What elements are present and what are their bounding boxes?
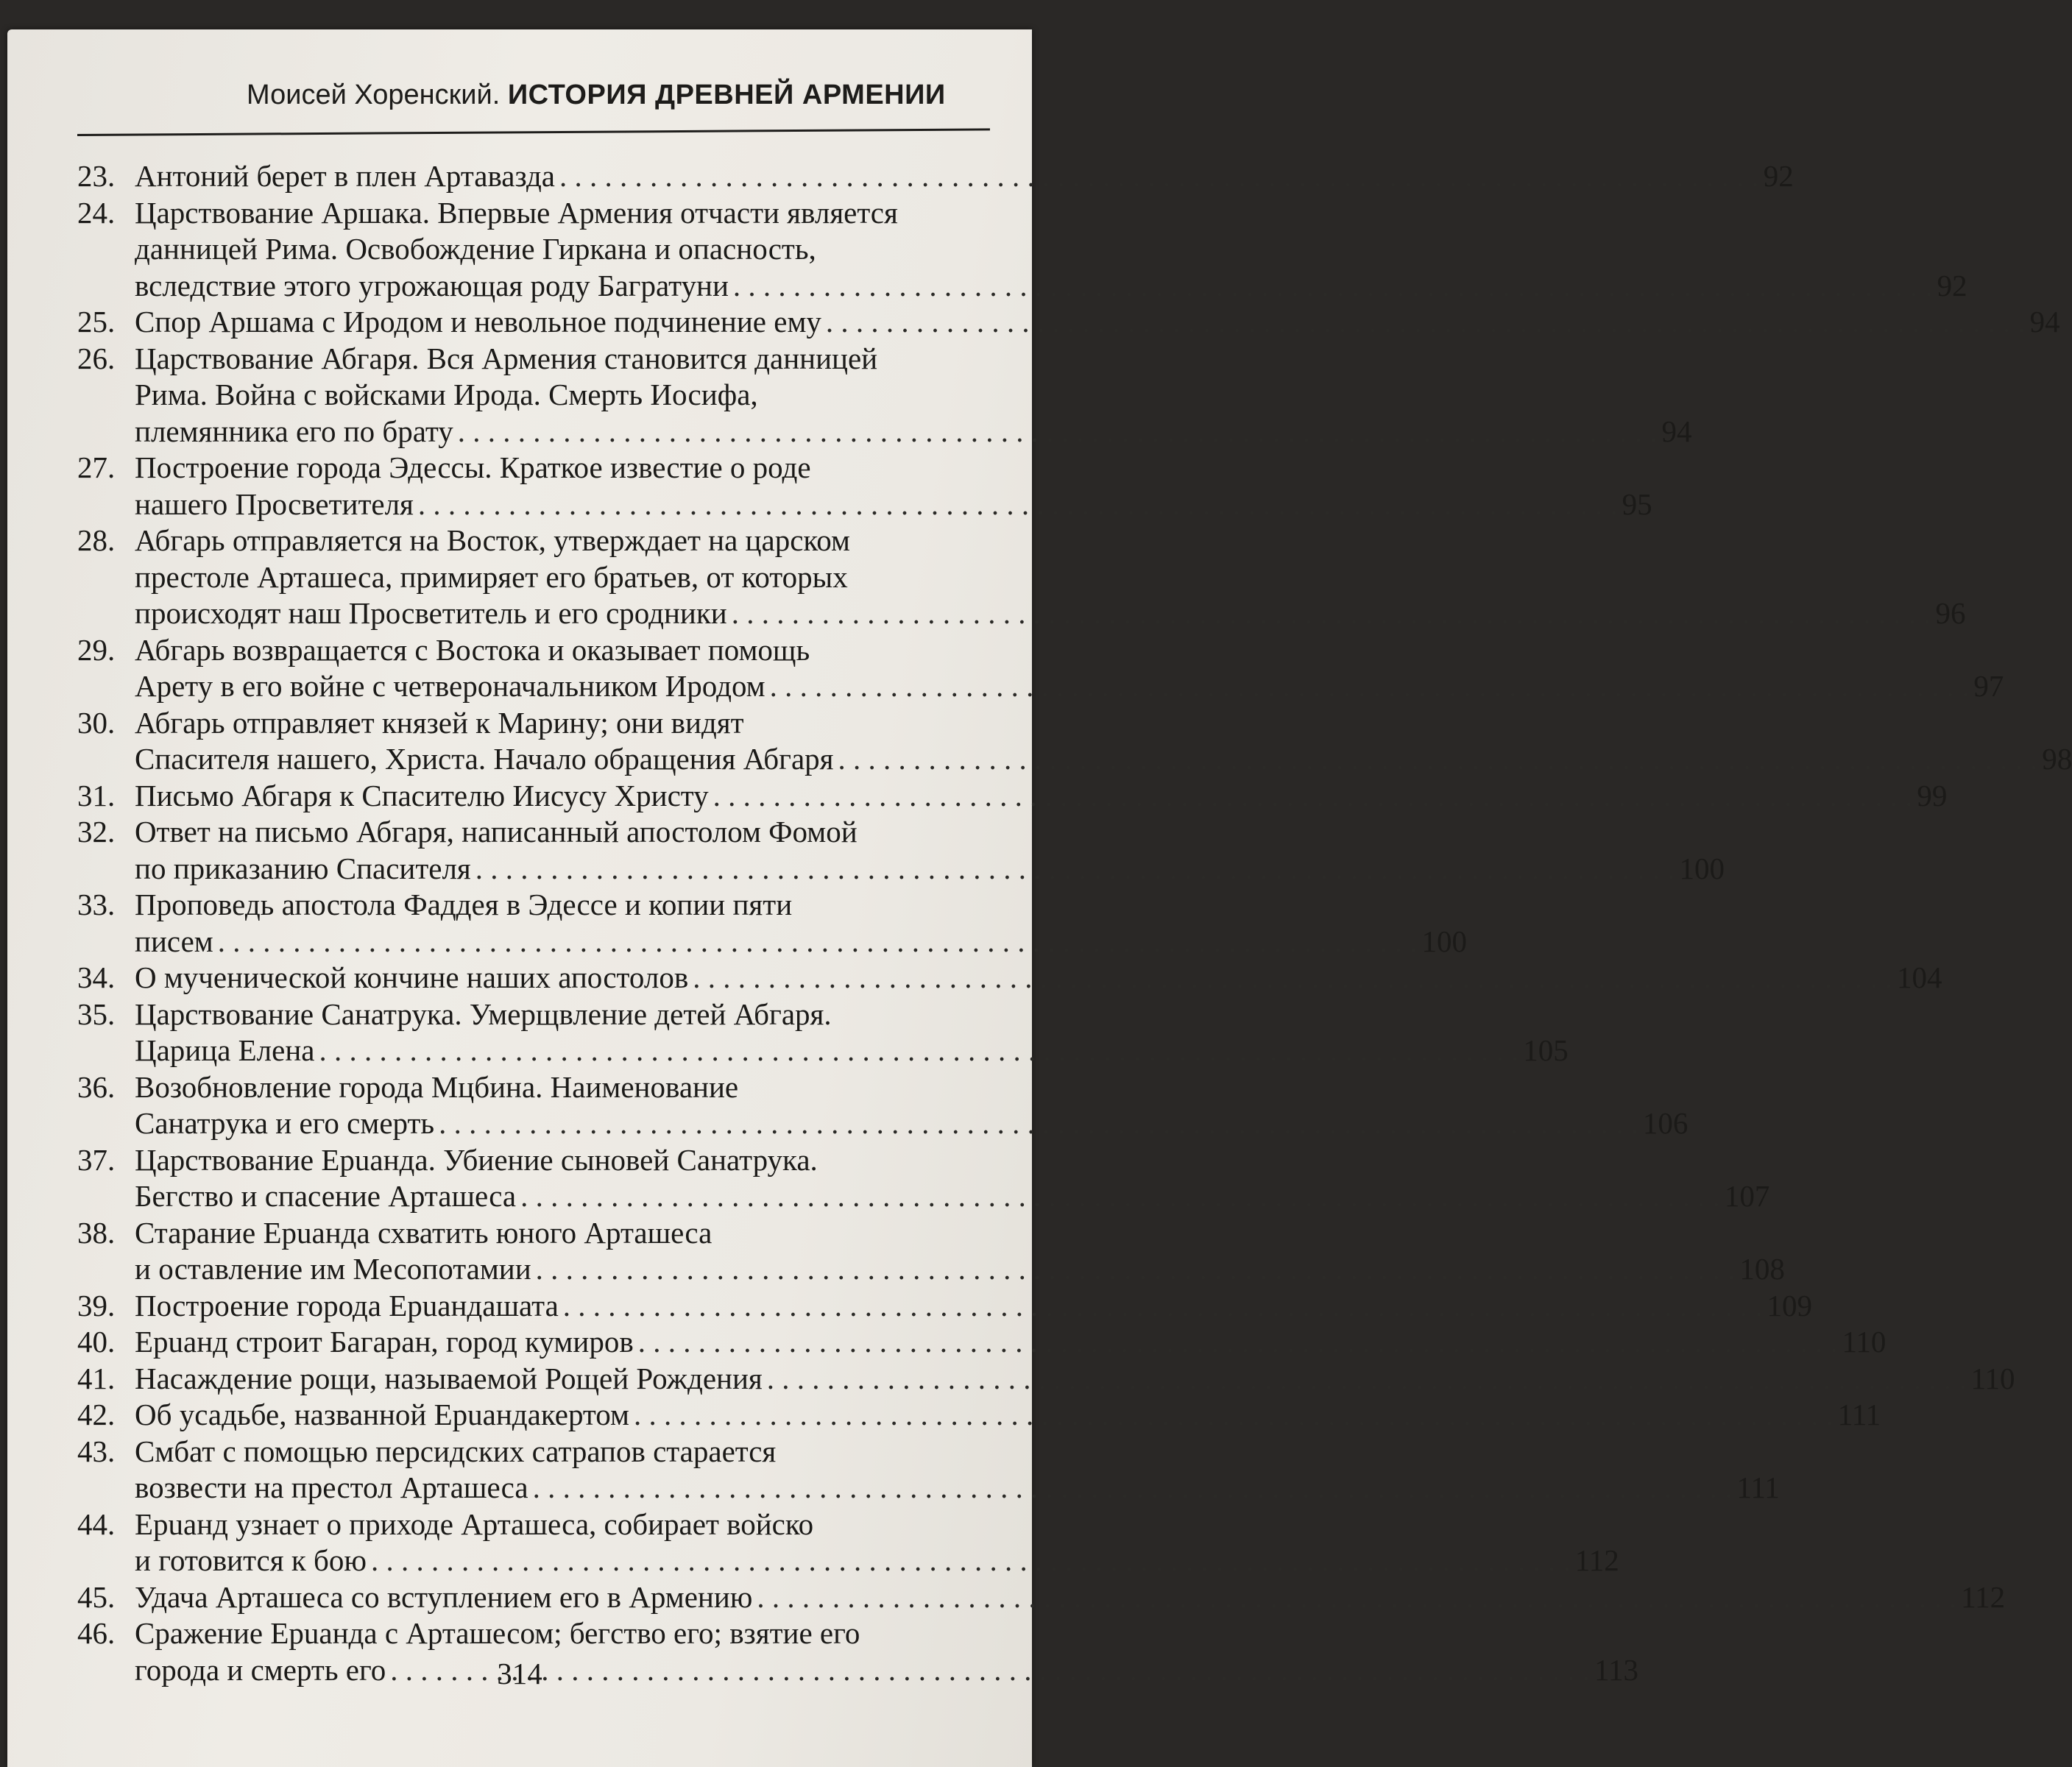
toc-entry-page: 104 (1896, 960, 1942, 994)
toc-line-text: и готовится к бою (135, 1543, 367, 1577)
toc-entry (77, 450, 1652, 523)
dot-leader (559, 158, 1759, 195)
toc-line-text: Построение города Ерuандашата (135, 1288, 559, 1322)
toc-entry-line (135, 1215, 1785, 1252)
toc-entry-number: 31. (77, 778, 116, 812)
dot-leader (563, 1288, 1763, 1325)
toc-entry-line (135, 304, 2060, 341)
toc-entry (77, 814, 1725, 887)
toc-entry-text (135, 1142, 1769, 1215)
toc-entry-page: 106 (1642, 1106, 1689, 1140)
dot-leader (371, 1543, 1571, 1579)
toc-entry-line (135, 559, 1965, 596)
toc-entry-line (135, 924, 1467, 960)
running-head-title: ИСТОРИЯ ДРЕВНЕЙ АРМЕНИИ (507, 79, 946, 110)
toc-entry-text (135, 195, 1967, 305)
dot-leader (826, 304, 2026, 341)
toc-line-text: Царствование Абгаря. Вся Армения становится данницей (135, 341, 878, 375)
toc-entry-number: 42. (77, 1398, 116, 1431)
toc-line-text: по приказанию Спасителя (135, 851, 471, 885)
toc-line-text: Царствование Ерuанда. Убиение сыновей Санатрука. (135, 1142, 818, 1177)
table-of-contents (77, 158, 2072, 1688)
dot-leader (319, 1033, 1518, 1069)
toc-entry-line (135, 1324, 1886, 1361)
page-number: 314 (497, 1657, 542, 1690)
toc-entry-text (135, 158, 1794, 195)
dot-leader (757, 1579, 1956, 1616)
toc-entry (77, 1397, 1881, 1434)
toc-entry-page: 108 (1739, 1252, 1785, 1286)
toc-entry-page: 92 (1937, 268, 1967, 302)
toc-line-text: Старание Ерuанда схватить юного Арташеса (135, 1215, 713, 1250)
toc-entry-page: 112 (1574, 1543, 1619, 1577)
toc-line-text: Царствование Аршака. Впервые Армения отчасти является (135, 195, 898, 230)
dot-leader (439, 1105, 1638, 1142)
toc-entry-text (135, 960, 1942, 996)
toc-line-text: Ерuанд узнает о приходе Арташеса, собирает войско (135, 1506, 814, 1541)
toc-line-text: Письмо Абгаря к Спасителю Иисусу Христу (135, 778, 709, 812)
toc-entry-number: 43. (77, 1434, 116, 1468)
toc-entry-line (135, 1543, 1619, 1579)
toc-entry-line (135, 1033, 1569, 1069)
toc-entry (77, 1324, 1887, 1361)
toc-line-text: Арету в его войне с четвероначальником Иродом (135, 669, 765, 703)
toc-entry-number: 24. (77, 195, 116, 230)
toc-line-text: писем (135, 924, 213, 958)
toc-entry (77, 887, 1467, 960)
toc-entry-text (135, 887, 1467, 960)
toc-entry-text (135, 996, 1569, 1069)
toc-entry-number: 29. (77, 632, 116, 667)
toc-entry-text (135, 304, 2060, 341)
dot-leader (838, 741, 2038, 778)
toc-entry-line (135, 1069, 1688, 1106)
toc-entry-line (135, 668, 2004, 705)
toc-entry-line (135, 632, 2004, 669)
toc-entry (77, 304, 2060, 341)
dot-leader (634, 1397, 1834, 1434)
toc-line-text: Абгарь отправляет князей к Марину; они видят (135, 705, 744, 740)
toc-entry-text (135, 1434, 1780, 1506)
toc-entry-number: 25. (77, 305, 116, 339)
toc-line-text: О мученической кончине наших апостолов (135, 960, 689, 994)
toc-entry-page: 111 (1837, 1398, 1881, 1431)
dot-leader (770, 668, 1970, 705)
toc-entry (77, 1361, 2015, 1398)
dot-leader (733, 268, 1933, 305)
toc-entry-text (135, 1361, 2015, 1398)
toc-line-text: Абгарь отправляется на Восток, утверждает на царском (135, 523, 850, 557)
toc-entry (77, 705, 2072, 778)
dot-leader (458, 414, 1658, 450)
toc-line-text: Ответ на письмо Абгаря, написанный апостолом Фомой (135, 815, 858, 849)
dot-leader (767, 1361, 1967, 1398)
toc-line-text: возвести на престол Арташеса (135, 1470, 528, 1504)
toc-line-text: Царствование Санатрука. Умерщвление детей Абгаря. (135, 996, 832, 1031)
toc-entry (77, 778, 1948, 815)
toc-line-text: Спасителя нашего, Христа. Начало обращения Абгаря (135, 742, 834, 776)
toc-entry (77, 632, 2004, 705)
toc-entry-number: 45. (77, 1579, 116, 1614)
toc-entry-line (135, 414, 1692, 450)
toc-entry-text (135, 1324, 1886, 1361)
toc-entry-text (135, 1579, 2005, 1616)
toc-entry-line (135, 377, 1692, 414)
toc-entry-number: 35. (77, 996, 116, 1031)
toc-line-text: Сражение Ерuанда с Арташесом; бегство его; взятие его (135, 1616, 860, 1650)
toc-entry-line (135, 996, 1569, 1033)
toc-line-text: происходят наш Просветитель и его сродники (135, 596, 727, 630)
toc-entry-page: 105 (1523, 1033, 1569, 1067)
toc-entry-number: 36. (77, 1069, 116, 1104)
toc-entry-number: 33. (77, 888, 116, 921)
toc-entry-page: 95 (1622, 486, 1652, 521)
toc-entry-number: 39. (77, 1288, 116, 1322)
toc-line-text: нашего Просветителя (135, 486, 414, 521)
toc-entry (77, 341, 1692, 450)
toc-entry-number: 37. (77, 1142, 116, 1177)
toc-entry (77, 996, 1569, 1069)
toc-entry-line (135, 741, 2072, 778)
toc-entry-number: 44. (77, 1506, 116, 1541)
toc-entry-line (135, 1579, 2005, 1616)
toc-line-text: Антоний берет в плен Артавазда (135, 159, 555, 193)
toc-line-text: вследствие этого угрожающая роду Багратуни (135, 268, 729, 302)
toc-line-text: Бегство и спасение Арташеса (135, 1179, 517, 1213)
toc-line-text: Спор Аршама с Иродом и невольное подчинение ему (135, 305, 821, 339)
toc-entry-line (135, 960, 1942, 996)
dot-leader (713, 778, 1913, 815)
toc-entry-line (135, 1105, 1688, 1142)
toc-entry-page: 94 (2029, 305, 2060, 339)
toc-entry-number: 38. (77, 1215, 116, 1250)
toc-entry-page: 97 (1973, 669, 2004, 703)
toc-entry-text (135, 1215, 1785, 1288)
toc-entry-line (135, 1506, 1619, 1543)
toc-entry-line (135, 814, 1725, 851)
toc-entry-line (135, 595, 1965, 632)
toc-entry (77, 1142, 1770, 1215)
toc-entry-text (135, 1288, 1812, 1325)
toc-entry-text (135, 632, 2004, 705)
toc-entry (77, 1069, 1689, 1142)
toc-entry-text (135, 1069, 1688, 1142)
toc-entry-line (135, 1434, 1780, 1470)
toc-entry (77, 1215, 1785, 1288)
dot-leader (536, 1251, 1736, 1288)
toc-entry-line (135, 1470, 1780, 1506)
toc-entry-line (135, 158, 1794, 195)
toc-entry-number: 23. (77, 159, 116, 193)
toc-entry-page: 110 (1970, 1361, 2015, 1395)
toc-entry-page: 100 (1421, 924, 1467, 958)
toc-entry-number: 28. (77, 523, 116, 557)
toc-entry-line (135, 1361, 2015, 1398)
toc-line-text: Рима. Война с войсками Ирода. Смерть Иосифа, (135, 378, 758, 411)
toc-entry-page: 109 (1767, 1288, 1813, 1322)
toc-entry-text (135, 1397, 1881, 1434)
toc-entry (77, 960, 1942, 996)
toc-entry-number: 26. (77, 341, 116, 375)
toc-line-text: Насаждение рощи, называемой Рощей Рождения (135, 1361, 763, 1395)
toc-entry-line (135, 1397, 1881, 1434)
header-rule (77, 128, 990, 136)
dot-leader (520, 1178, 1720, 1215)
toc-entry-page: 113 (1594, 1652, 1639, 1687)
toc-entry-line (135, 887, 1467, 924)
dot-leader (218, 924, 1418, 960)
toc-entry (77, 523, 1966, 632)
toc-entry-line (135, 486, 1652, 523)
toc-entry-page: 100 (1679, 851, 1725, 885)
toc-entry (77, 1434, 1780, 1506)
toc-entry (77, 158, 1794, 195)
toc-entry-text (135, 778, 1947, 815)
toc-line-text: Санатрука и его смерть (135, 1106, 435, 1140)
toc-line-text: города и смерть его (135, 1652, 386, 1687)
toc-entry-page: 94 (1661, 414, 1692, 448)
toc-entry-text (135, 1506, 1619, 1579)
toc-entry-number: 34. (77, 960, 116, 994)
toc-entry-line (135, 778, 1947, 815)
running-head (247, 79, 946, 111)
toc-line-text: Об усадьбе, названной Ерuандакертом (135, 1398, 629, 1431)
dot-leader (533, 1470, 1733, 1506)
toc-entry-text (135, 814, 1725, 887)
running-head-author: Моисей Хоренский. (247, 79, 508, 110)
dot-leader (418, 486, 1618, 523)
toc-entry-line (135, 1615, 1638, 1652)
toc-entry-page: 99 (1917, 778, 1948, 812)
toc-entry-page: 92 (1763, 159, 1794, 193)
toc-entry-page: 96 (1935, 596, 1966, 630)
toc-entry (77, 1288, 1813, 1325)
toc-entry-line (135, 851, 1725, 888)
toc-entry-number: 40. (77, 1325, 116, 1359)
toc-entry-page: 111 (1736, 1470, 1780, 1504)
toc-entry-line (135, 1288, 1812, 1325)
toc-line-text: Возобновление города Мцбина. Наименование (135, 1069, 739, 1104)
dot-leader (693, 960, 1892, 996)
toc-line-text: Проповедь апостола Фаддея в Эдессе и копии пяти (135, 888, 793, 921)
toc-line-text: Построение города Эдессы. Краткое известие о роде (135, 450, 811, 484)
toc-entry-page: 98 (2042, 742, 2072, 776)
toc-entry-number: 41. (77, 1361, 116, 1395)
toc-entry-page: 112 (1961, 1579, 2006, 1614)
toc-entry-number: 30. (77, 705, 116, 740)
toc-entry-page: 107 (1724, 1179, 1770, 1213)
toc-entry-line (135, 450, 1652, 486)
toc-entry-line (135, 1251, 1785, 1288)
toc-entry-line (135, 1178, 1769, 1215)
toc-entry-line (135, 268, 1967, 305)
dot-leader (732, 595, 1931, 632)
toc-entry-number: 46. (77, 1616, 116, 1650)
toc-entry (77, 1579, 2006, 1616)
toc-line-text: Ерuанд строит Багаран, город кумиров (135, 1325, 634, 1359)
toc-line-text: Смбат с помощью персидских сатрапов старается (135, 1434, 777, 1468)
toc-entry-text (135, 523, 1965, 632)
toc-entry-text (135, 341, 1692, 450)
dot-leader (475, 851, 1675, 888)
dot-leader (638, 1324, 1838, 1361)
toc-entry-line (135, 195, 1967, 232)
toc-line-text: Удача Арташеса со вступлением его в Армению (135, 1579, 753, 1614)
toc-entry-text (135, 450, 1652, 523)
toc-line-text: данницей Рима. Освобождение Гиркана и опасность, (135, 232, 816, 266)
toc-entry (77, 195, 1967, 305)
toc-entry-line (135, 341, 1692, 378)
toc-line-text: Царица Елена (135, 1033, 315, 1067)
toc-line-text: престоле Арташеса, примиряет его братьев, от которых (135, 559, 848, 594)
toc-entry-number: 27. (77, 450, 116, 484)
toc-entry-number: 32. (77, 815, 116, 849)
toc-entry-line (135, 1142, 1769, 1179)
toc-entry-line (135, 523, 1965, 559)
toc-entry (77, 1506, 1619, 1579)
toc-line-text: и оставление им Месопотамии (135, 1252, 531, 1286)
book-page (7, 29, 2072, 1767)
toc-entry-text (135, 705, 2072, 778)
toc-entry-page: 110 (1842, 1325, 1887, 1359)
toc-entry-line (135, 231, 1967, 268)
toc-line-text: племянника его по брату (135, 414, 453, 448)
toc-entry-line (135, 705, 2072, 742)
toc-line-text: Абгарь возвращается с Востока и оказывает помощь (135, 632, 810, 667)
